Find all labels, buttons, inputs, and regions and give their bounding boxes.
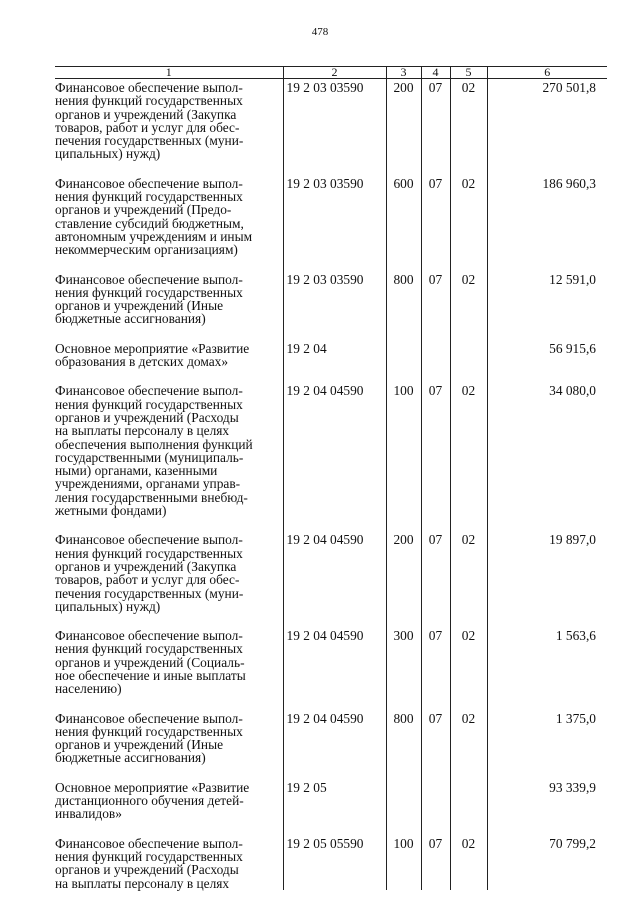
row-expense-type: [386, 779, 421, 821]
description-line: бюджетные ассигнования): [55, 311, 206, 327]
spacer-cell: [487, 765, 607, 779]
row-subsection: 02: [450, 271, 487, 326]
row-amount: 19 897,0: [487, 531, 607, 613]
description-line: товаров, работ и услуг для обес-: [55, 119, 240, 135]
row-spacer: [55, 696, 607, 710]
spacer-cell: [386, 326, 421, 340]
row-spacer: [55, 326, 607, 340]
description-line: нения функций государственных: [55, 545, 243, 561]
row-amount: 34 080,0: [487, 382, 607, 517]
description-line: органов и учреждений (Расходы: [55, 862, 239, 878]
row-amount: 70 799,2: [487, 835, 607, 890]
row-section: 07: [421, 79, 450, 161]
row-subsection: [450, 340, 487, 369]
spacer-cell: [450, 326, 487, 340]
spacer-cell: [450, 161, 487, 175]
column-header: 3: [386, 67, 421, 79]
row-spacer: [55, 821, 607, 835]
description-line: органов и учреждений (Иные: [55, 737, 224, 753]
description-line: Основное мероприятие «Развитие: [55, 340, 250, 356]
description-line: Финансовое обеспечение выпол-: [55, 383, 243, 399]
spacer-cell: [283, 696, 386, 710]
spacer-cell: [283, 517, 386, 531]
row-amount: 270 501,8: [487, 79, 607, 161]
row-amount: 56 915,6: [487, 340, 607, 369]
page-number: 478: [311, 26, 329, 38]
row-subsection: 02: [450, 710, 487, 765]
spacer-cell: [487, 257, 607, 271]
spacer-cell: [421, 696, 450, 710]
table-row: [55, 627, 607, 695]
table-row: [55, 175, 607, 257]
row-subsection: 02: [450, 382, 487, 517]
row-section: 07: [421, 382, 450, 517]
spacer-cell: [450, 257, 487, 271]
row-code: 19 2 03 03590: [283, 175, 386, 257]
spacer-cell: [386, 821, 421, 835]
spacer-cell: [55, 696, 283, 710]
description-line: ципальных) нужд): [55, 146, 161, 162]
table-body: [55, 79, 607, 890]
column-header: 2: [283, 67, 386, 79]
row-description: [55, 271, 283, 326]
description-line: ными) органами, казенными: [55, 463, 218, 479]
description-line: ления государственными внебюд-: [55, 489, 248, 505]
description-line: органов и учреждений (Социаль-: [55, 654, 245, 670]
row-expense-type: [386, 340, 421, 369]
description-line: органов и учреждений (Предо-: [55, 202, 232, 218]
row-code: 19 2 03 03590: [283, 271, 386, 326]
spacer-cell: [450, 765, 487, 779]
row-code: 19 2 04 04590: [283, 710, 386, 765]
spacer-cell: [487, 368, 607, 382]
description-line: учреждениями, органами управ-: [55, 476, 241, 492]
row-code: 19 2 04 04590: [283, 627, 386, 695]
table-row: [55, 779, 607, 821]
description-line: нения функций государственных: [55, 396, 243, 412]
spacer-cell: [386, 765, 421, 779]
spacer-cell: [55, 161, 283, 175]
spacer-cell: [421, 368, 450, 382]
row-subsection: 02: [450, 175, 487, 257]
row-description: [55, 835, 283, 890]
spacer-cell: [421, 821, 450, 835]
description-line: ципальных) нужд): [55, 598, 161, 614]
row-code: 19 2 05: [283, 779, 386, 821]
row-description: [55, 531, 283, 613]
row-code: 19 2 03 03590: [283, 79, 386, 161]
row-spacer: [55, 161, 607, 175]
description-line: Финансовое обеспечение выпол-: [55, 175, 243, 191]
description-line: обеспечения выполнения функций: [55, 436, 253, 452]
spacer-cell: [386, 161, 421, 175]
row-code: 19 2 05 05590: [283, 835, 386, 890]
row-amount: 186 960,3: [487, 175, 607, 257]
row-expense-type: 300: [386, 627, 421, 695]
row-description: [55, 710, 283, 765]
spacer-cell: [386, 368, 421, 382]
spacer-cell: [421, 326, 450, 340]
column-header: 6: [487, 67, 607, 79]
row-amount: 1 563,6: [487, 627, 607, 695]
description-line: ставление субсидий бюджетным,: [55, 215, 244, 231]
spacer-cell: [55, 368, 283, 382]
description-line: образования в детских домах»: [55, 354, 229, 370]
description-line: органов и учреждений (Расходы: [55, 409, 239, 425]
spacer-cell: [283, 613, 386, 627]
spacer-cell: [386, 257, 421, 271]
description-line: органов и учреждений (Закупка: [55, 106, 237, 122]
row-section: 07: [421, 531, 450, 613]
description-line: печения государственных (муни-: [55, 133, 244, 149]
description-line: нения функций государственных: [55, 189, 243, 205]
spacer-cell: [450, 368, 487, 382]
spacer-cell: [421, 161, 450, 175]
row-code: 19 2 04: [283, 340, 386, 369]
spacer-cell: [487, 161, 607, 175]
budget-table: [55, 66, 607, 890]
description-line: нения функций государственных: [55, 93, 243, 109]
spacer-cell: [55, 821, 283, 835]
spacer-cell: [283, 326, 386, 340]
description-line: Финансовое обеспечение выпол-: [55, 710, 243, 726]
row-subsection: [450, 779, 487, 821]
table-row: [55, 271, 607, 326]
row-subsection: 02: [450, 79, 487, 161]
table-row: [55, 340, 607, 369]
description-line: товаров, работ и услуг для обес-: [55, 572, 240, 588]
description-line: бюджетные ассигнования): [55, 750, 206, 766]
spacer-cell: [421, 257, 450, 271]
spacer-cell: [421, 613, 450, 627]
table-row: [55, 531, 607, 613]
description-line: нения функций государственных: [55, 723, 243, 739]
spacer-cell: [487, 517, 607, 531]
row-amount: 93 339,9: [487, 779, 607, 821]
description-line: Финансовое обеспечение выпол-: [55, 271, 243, 287]
table-row: [55, 835, 607, 890]
row-code: 19 2 04 04590: [283, 382, 386, 517]
spacer-cell: [283, 161, 386, 175]
description-line: дистанционного обучения детей-: [55, 793, 244, 809]
description-line: жетными фондами): [55, 503, 167, 519]
row-expense-type: 800: [386, 271, 421, 326]
row-section: 07: [421, 271, 450, 326]
row-expense-type: 600: [386, 175, 421, 257]
spacer-cell: [487, 613, 607, 627]
row-expense-type: 100: [386, 382, 421, 517]
spacer-cell: [283, 765, 386, 779]
row-description: [55, 175, 283, 257]
header-row: [55, 67, 607, 79]
spacer-cell: [55, 326, 283, 340]
row-amount: 12 591,0: [487, 271, 607, 326]
description-line: органов и учреждений (Закупка: [55, 558, 237, 574]
row-expense-type: 800: [386, 710, 421, 765]
description-line: Финансовое обеспечение выпол-: [55, 835, 243, 851]
spacer-cell: [386, 613, 421, 627]
table-row: [55, 710, 607, 765]
table-row: [55, 79, 607, 161]
spacer-cell: [283, 821, 386, 835]
description-line: ное обеспечение и иные выплаты: [55, 667, 246, 683]
row-section: 07: [421, 835, 450, 890]
row-section: [421, 779, 450, 821]
row-spacer: [55, 765, 607, 779]
row-subsection: 02: [450, 835, 487, 890]
description-line: нения функций государственных: [55, 641, 243, 657]
spacer-cell: [450, 696, 487, 710]
row-description: [55, 340, 283, 369]
table-row: [55, 382, 607, 517]
spacer-cell: [487, 696, 607, 710]
description-line: Финансовое обеспечение выпол-: [55, 628, 243, 644]
description-line: некоммерческим организациям): [55, 242, 238, 258]
row-expense-type: 200: [386, 531, 421, 613]
row-section: 07: [421, 627, 450, 695]
row-section: 07: [421, 710, 450, 765]
description-line: инвалидов»: [55, 806, 122, 822]
description-line: населению): [55, 681, 122, 697]
row-section: [421, 340, 450, 369]
description-line: Основное мероприятие «Развитие: [55, 779, 250, 795]
spacer-cell: [450, 613, 487, 627]
row-amount: 1 375,0: [487, 710, 607, 765]
spacer-cell: [421, 765, 450, 779]
description-line: Финансовое обеспечение выпол-: [55, 532, 243, 548]
spacer-cell: [283, 257, 386, 271]
spacer-cell: [386, 696, 421, 710]
description-line: на выплаты персоналу в целях: [55, 423, 230, 439]
spacer-cell: [55, 257, 283, 271]
spacer-cell: [487, 326, 607, 340]
row-spacer: [55, 517, 607, 531]
description-line: органов и учреждений (Иные: [55, 298, 224, 314]
column-header: 5: [450, 67, 487, 79]
description-line: автономным учреждениям и иным: [55, 228, 253, 244]
row-code: 19 2 04 04590: [283, 531, 386, 613]
spacer-cell: [283, 368, 386, 382]
description-line: нения функций государственных: [55, 284, 243, 300]
spacer-cell: [450, 821, 487, 835]
spacer-cell: [421, 517, 450, 531]
column-header: 4: [421, 67, 450, 79]
row-spacer: [55, 613, 607, 627]
spacer-cell: [55, 517, 283, 531]
row-description: [55, 79, 283, 161]
row-description: [55, 382, 283, 517]
spacer-cell: [487, 821, 607, 835]
spacer-cell: [55, 765, 283, 779]
spacer-cell: [55, 613, 283, 627]
row-spacer: [55, 257, 607, 271]
row-description: [55, 627, 283, 695]
description-line: Финансовое обеспечение выпол-: [55, 80, 243, 95]
row-spacer: [55, 368, 607, 382]
description-line: на выплаты персоналу в целях: [55, 875, 230, 891]
row-expense-type: 200: [386, 79, 421, 161]
column-header: 1: [55, 67, 283, 79]
description-line: государственными (муниципаль-: [55, 449, 244, 465]
row-section: 07: [421, 175, 450, 257]
description-line: печения государственных (муни-: [55, 585, 244, 601]
description-line: нения функций государственных: [55, 848, 243, 864]
row-description: [55, 779, 283, 821]
spacer-cell: [450, 517, 487, 531]
row-subsection: 02: [450, 627, 487, 695]
spacer-cell: [386, 517, 421, 531]
row-expense-type: 100: [386, 835, 421, 890]
row-subsection: 02: [450, 531, 487, 613]
